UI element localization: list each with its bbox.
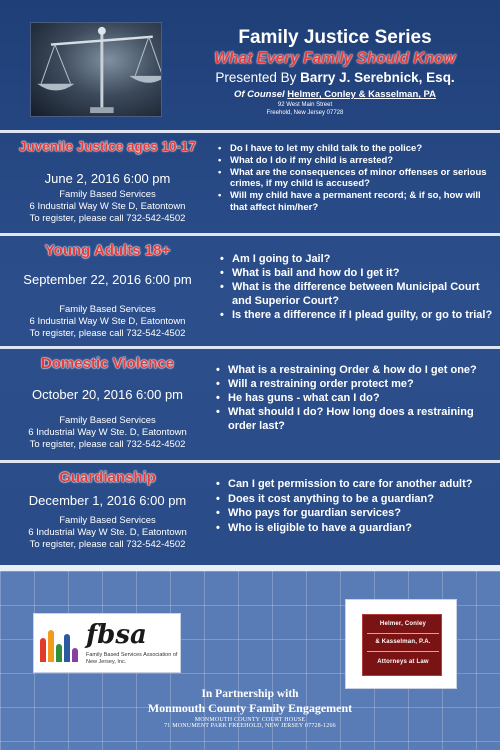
scales-of-justice-image: [30, 22, 162, 117]
question-item: • What should I do? How long does a restraining order last?: [216, 405, 491, 433]
section-juvenile-justice: [0, 130, 500, 233]
section-title: Domestic Violence: [40, 355, 175, 372]
presented-by: [170, 70, 500, 85]
question-item: • What is a restraining Order & how do I get one?: [216, 363, 491, 377]
section-register: To register, please call 732-542-4502: [29, 539, 186, 550]
section-young-adults: [0, 233, 500, 346]
firm-logo-line2: & Kasselman, P.A.: [375, 639, 431, 645]
section-address: 6 Industrial Way W Ste D, Eatontown: [29, 201, 186, 212]
section-title: Guardianship: [59, 469, 156, 486]
section-date: September 22, 2016 6:00 pm: [23, 272, 192, 287]
partnership-block: [120, 688, 380, 729]
fbsa-full-name: Family Based Services Association of New Jersey, Inc.: [86, 652, 178, 665]
section-location: [0, 515, 215, 551]
family-figures-icon: [40, 624, 80, 662]
section-questions: [220, 252, 495, 322]
question-item: • Will a restraining order protect me?: [216, 377, 491, 391]
question-item: • Can I get permission to care for another adult?: [216, 477, 491, 492]
section-address: 6 Industrial Way W Ste D, Eatontown: [29, 316, 186, 327]
question-item: • What is the difference between Municipal Court and Superior Court?: [220, 280, 495, 308]
section-address: 6 Industrial Way W Ste. D, Eatontown: [28, 527, 187, 538]
section-location: [0, 415, 215, 451]
fbsa-logo: [33, 613, 181, 673]
presented-prefix: Presented By: [215, 70, 301, 85]
section-domestic-violence: [0, 346, 500, 460]
question-item: • What are the consequences of minor offenses or serious crimes, if my child is accused?: [218, 167, 493, 191]
section-register: To register, please call 732-542-4502: [29, 328, 186, 339]
fbsa-wordmark: fbsa: [86, 620, 147, 650]
section-date: October 20, 2016 6:00 pm: [31, 387, 184, 402]
partnership-label: In Partnership with: [201, 688, 299, 700]
question-item: • What is bail and how do I get it?: [220, 266, 495, 280]
section-title: Juvenile Justice ages 10-17: [18, 139, 197, 154]
series-title: Family Justice Series: [238, 27, 432, 48]
section-date: December 1, 2016 6:00 pm: [28, 493, 187, 508]
section-guardianship: [0, 460, 500, 565]
firm-logo: [345, 599, 457, 689]
section-org: Family Based Services: [59, 189, 156, 200]
firm-logo-divider: [367, 633, 439, 634]
section-address: 6 Industrial Way W Ste. D, Eatontown: [28, 427, 187, 438]
firm-logo-badge: [362, 614, 442, 676]
series-subtitle: What Every Family Should Know: [214, 50, 456, 67]
question-item: • Is there a difference if I plead guilty, or go to trial?: [220, 308, 495, 322]
partner-name: Monmouth County Family Engagement: [147, 701, 353, 715]
section-questions: [218, 143, 493, 214]
sponsors-panel: [0, 565, 500, 750]
firm-address-line2: Freehold, New Jersey 07728: [266, 110, 344, 116]
section-location: [0, 189, 215, 225]
firm-address: [240, 101, 370, 117]
section-org: Family Based Services: [59, 415, 156, 426]
firm-name: Helmer, Conley & Kasselman, PA: [287, 89, 437, 100]
firm-address-line1: 92 West Main Street: [277, 102, 333, 108]
section-org: Family Based Services: [59, 515, 156, 526]
section-questions: [216, 363, 491, 433]
question-item: • He has guns - what can I do?: [216, 391, 491, 405]
section-date: June 2, 2016 6:00 pm: [44, 171, 171, 186]
question-item: • Will my child have a permanent record; & if so, how will that affect him/her?: [218, 190, 493, 214]
firm-logo-line1: Helmer, Conley: [379, 621, 427, 627]
of-counsel: [170, 89, 500, 100]
firm-logo-divider: [367, 651, 439, 652]
presenter-name: Barry J. Serebnick, Esq.: [300, 70, 455, 85]
question-item: • Do I have to let my child talk to the police?: [218, 143, 493, 155]
section-title: Young Adults 18+: [44, 242, 171, 259]
section-location: [0, 304, 215, 340]
question-item: • Who is eligible to have a guardian?: [216, 521, 491, 536]
section-register: To register, please call 732-542-4502: [29, 439, 186, 450]
court-house: MONMOUTH COUNTY COURT HOUSE: [194, 717, 306, 723]
section-register: To register, please call 732-542-4502: [29, 213, 186, 224]
question-item: • Does it cost anything to be a guardian?: [216, 492, 491, 507]
scales-icon: [31, 23, 161, 116]
court-address: 71 MONUMENT PARK FREEHOLD, NEW JERSEY 07728-1266: [164, 723, 336, 729]
section-questions: [216, 477, 491, 535]
question-item: • Am I going to Jail?: [220, 252, 495, 266]
firm-logo-line3: Attorneys at Law: [377, 659, 429, 665]
question-item: • Who pays for guardian services?: [216, 506, 491, 521]
section-org: Family Based Services: [59, 304, 156, 315]
counsel-prefix: Of Counsel: [233, 89, 288, 100]
question-item: • What do I do if my child is arrested?: [218, 155, 493, 167]
header: [0, 0, 500, 130]
